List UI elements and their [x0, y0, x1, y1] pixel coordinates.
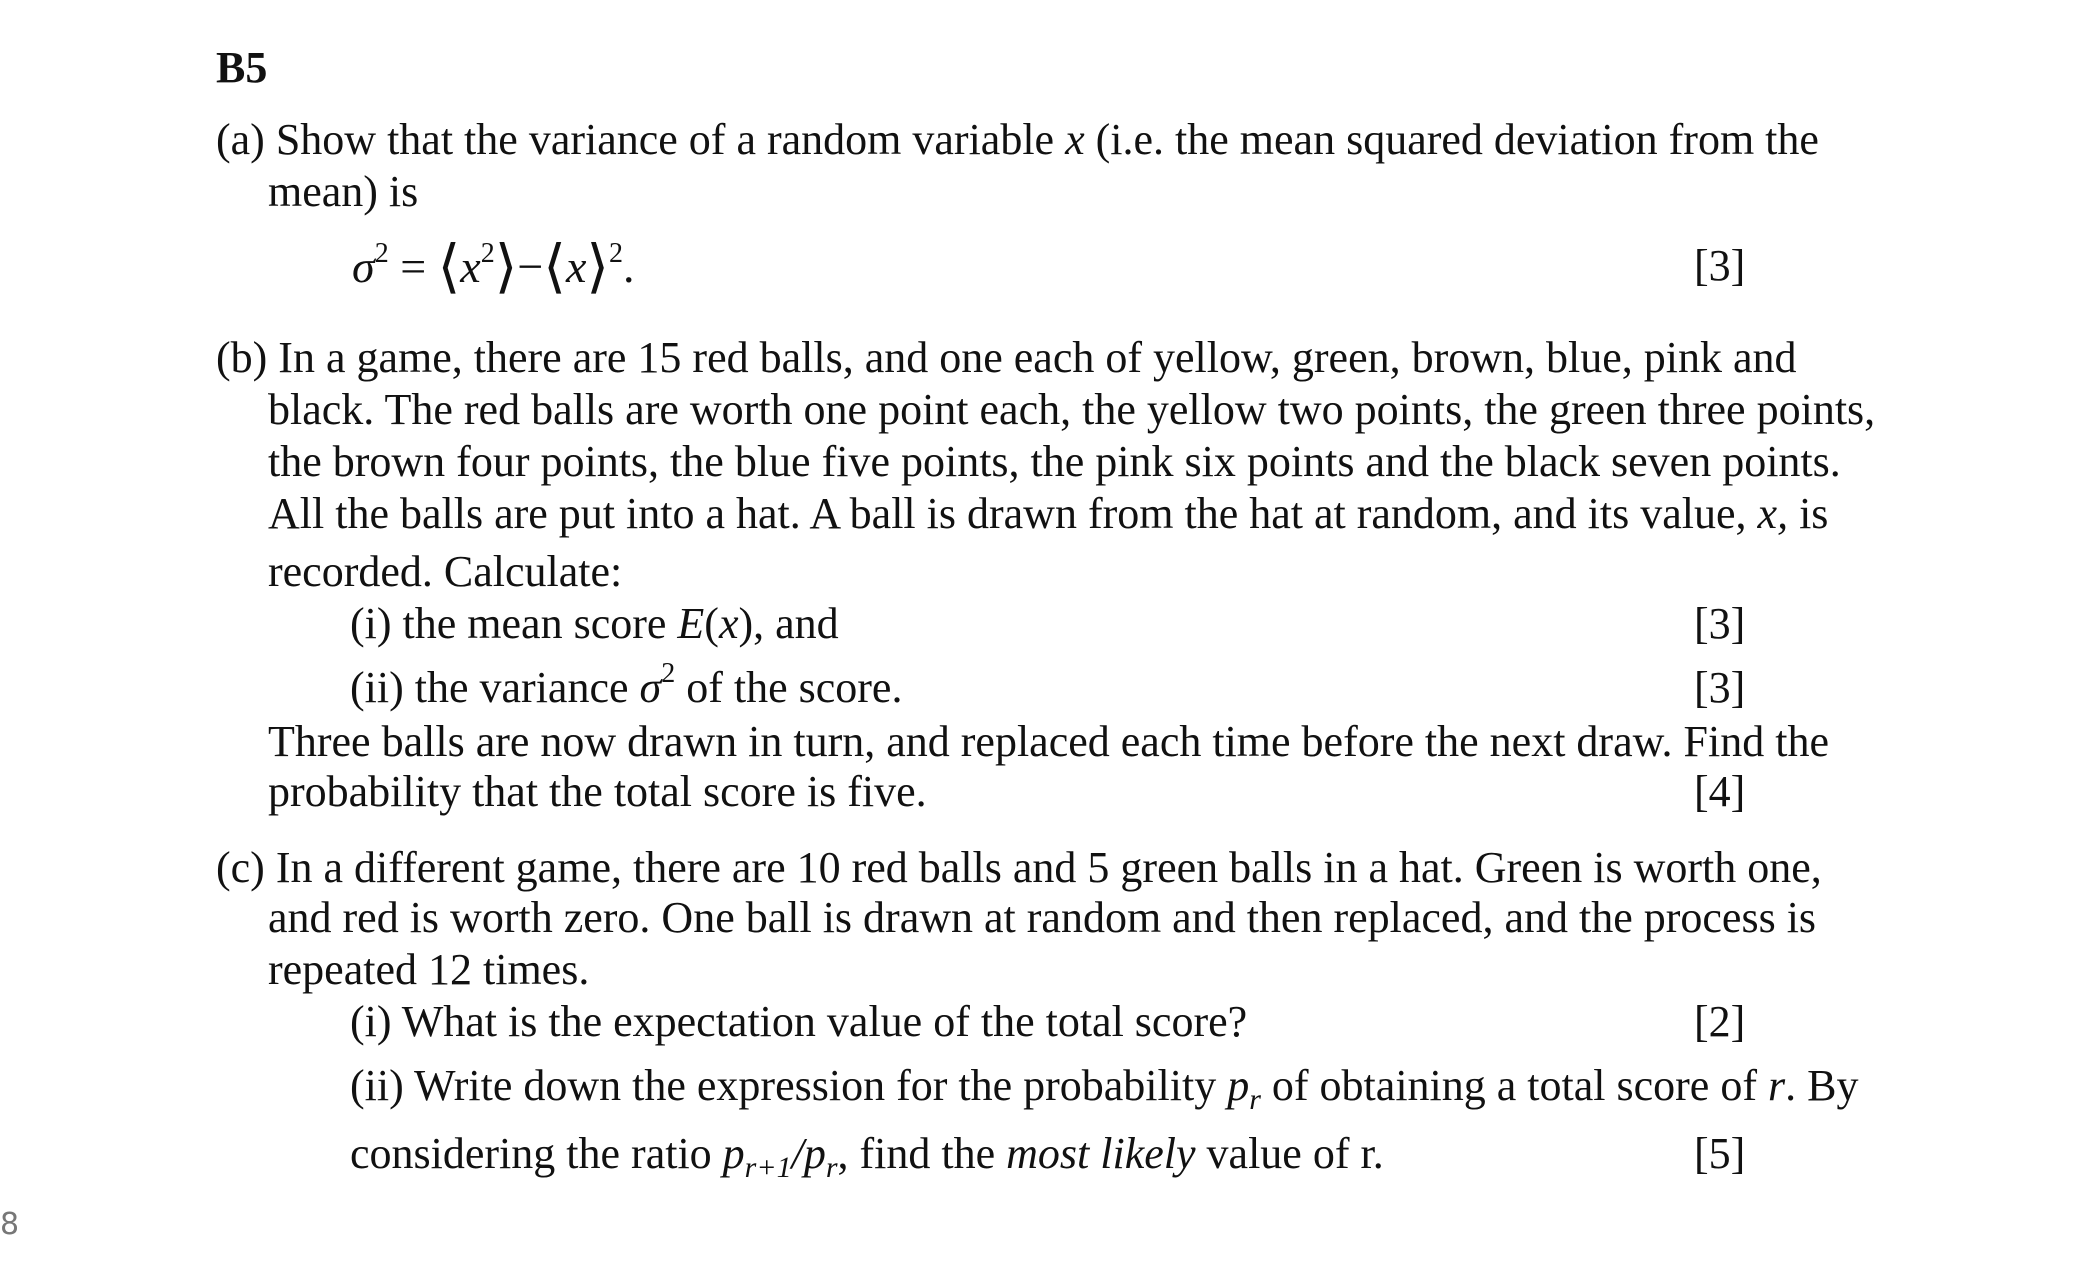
part-b-line-4 [268, 488, 1828, 540]
part-a-line-1-pre: (a) Show that the variance of a random variable [216, 115, 1066, 164]
part-a-line-1-post: (i.e. the mean squared deviation from the [1084, 115, 1819, 164]
part-b-line-6: Three balls are now drawn in turn, and replaced each time before the next draw. Find the [268, 717, 1829, 766]
part-c-item-i: (i) What is the expectation value of the total score? [350, 997, 1248, 1046]
part-c-item-ii-pre: (ii) Write down the expression for the probability [350, 1061, 1228, 1110]
formula-x-2: x [565, 241, 587, 292]
part-a-variable: x [1065, 115, 1085, 164]
part-b-item-i-variable: x [718, 599, 739, 648]
formula-sigma: σ [352, 241, 375, 292]
part-c-item-ii-r: r [1767, 1061, 1786, 1110]
part-b-line-2: black. The red balls are worth one point each, the yellow two points, the green three points, [268, 385, 1876, 434]
part-b-line-7-marks: [4] [1694, 767, 1746, 816]
variance-formula [352, 234, 635, 302]
part-b-line-4-post: is [1788, 489, 1829, 538]
part-b-line-5: recorded. Calculate: [268, 547, 623, 596]
part-b-line-3: the brown four points, the blue five points, the pink six points and the black seven points. [268, 437, 1841, 486]
part-c-item-i-marks: [2] [1694, 997, 1746, 1046]
formula-left-angle-1: ⟨ [437, 232, 461, 300]
part-b-item-i [350, 598, 839, 650]
part-c-line-2: and red is worth zero. One ball is drawn at random and then replaced, and the process is [268, 893, 1817, 942]
part-c-ratio-pre: considering the ratio [350, 1129, 723, 1178]
part-c-ratio-p2: p [803, 1129, 826, 1178]
formula-period: . [623, 241, 635, 292]
formula-left-angle-2: ⟨ [543, 232, 566, 300]
page-number: 8 [0, 1207, 20, 1242]
part-b-item-i-marks: [3] [1694, 599, 1746, 648]
part-c-ratio-emphasis: most likely [1006, 1129, 1196, 1178]
part-c-item-ii [350, 1060, 1858, 1117]
formula-mean-exponent: 2 [609, 238, 623, 269]
part-c-ratio-p1-subscript: r+1 [744, 1151, 792, 1184]
formula-minus: − [517, 241, 544, 292]
part-c-ratio-mid: , find the [837, 1129, 1007, 1178]
formula-right-angle-1: ⟩ [494, 232, 518, 300]
part-b-line-1: (b) In a game, there are 15 red balls, and one each of yellow, green, brown, blue, pink and [216, 333, 1797, 382]
part-b-line-4-pre: All the balls are put into a hat. A ball is drawn from the hat at random, and its value, [268, 489, 1758, 538]
part-b-item-i-function: E [677, 599, 705, 648]
part-a-line-2: mean) is [268, 167, 419, 216]
part-c-item-ii-post: . By [1785, 1061, 1859, 1110]
formula-sigma-exponent: 2 [374, 238, 389, 269]
part-a-marks: [3] [1694, 241, 1746, 290]
part-b-line-7: probability that the total score is five. [268, 767, 927, 816]
part-c-item-ii-p-subscript: r [1249, 1083, 1261, 1116]
part-a-line-1 [216, 114, 1819, 166]
part-b-item-ii-post: of the score. [675, 663, 903, 712]
part-c-item-ii-mid: of obtaining a total score of [1260, 1061, 1768, 1110]
part-b-item-i-post: ), and [738, 599, 839, 648]
part-b-item-ii-sigma: σ [639, 663, 662, 712]
part-c-item-ii-marks: [5] [1694, 1129, 1746, 1178]
part-c-line-1: (c) In a different game, there are 10 red balls and 5 green balls in a hat. Green is worth one, [216, 843, 1822, 892]
part-c-item-ii-continued [350, 1128, 1384, 1185]
part-b-line-4-variable: x, [1757, 489, 1789, 538]
part-c-ratio-post: value of r. [1195, 1129, 1384, 1178]
part-b-item-ii [350, 658, 903, 720]
part-c-line-3: repeated 12 times. [268, 945, 590, 994]
part-b-item-ii-exponent: 2 [661, 658, 676, 689]
formula-equals: = [388, 241, 438, 292]
part-c-ratio-p2-subscript: r [825, 1151, 838, 1184]
formula-x-exponent: 2 [480, 238, 495, 269]
part-b-item-i-open: ( [704, 599, 719, 648]
part-b-item-ii-pre: (ii) the variance [350, 663, 640, 712]
part-c-ratio-slash: / [791, 1129, 804, 1178]
formula-x-1: x [460, 241, 481, 292]
formula-right-angle-2: ⟩ [586, 232, 609, 300]
question-heading: B5 [216, 43, 268, 92]
part-c-item-ii-p: p [1227, 1061, 1250, 1110]
part-c-ratio-p1: p [722, 1129, 745, 1178]
part-b-item-ii-marks: [3] [1694, 663, 1746, 712]
part-b-item-i-pre: (i) the mean score [350, 599, 678, 648]
